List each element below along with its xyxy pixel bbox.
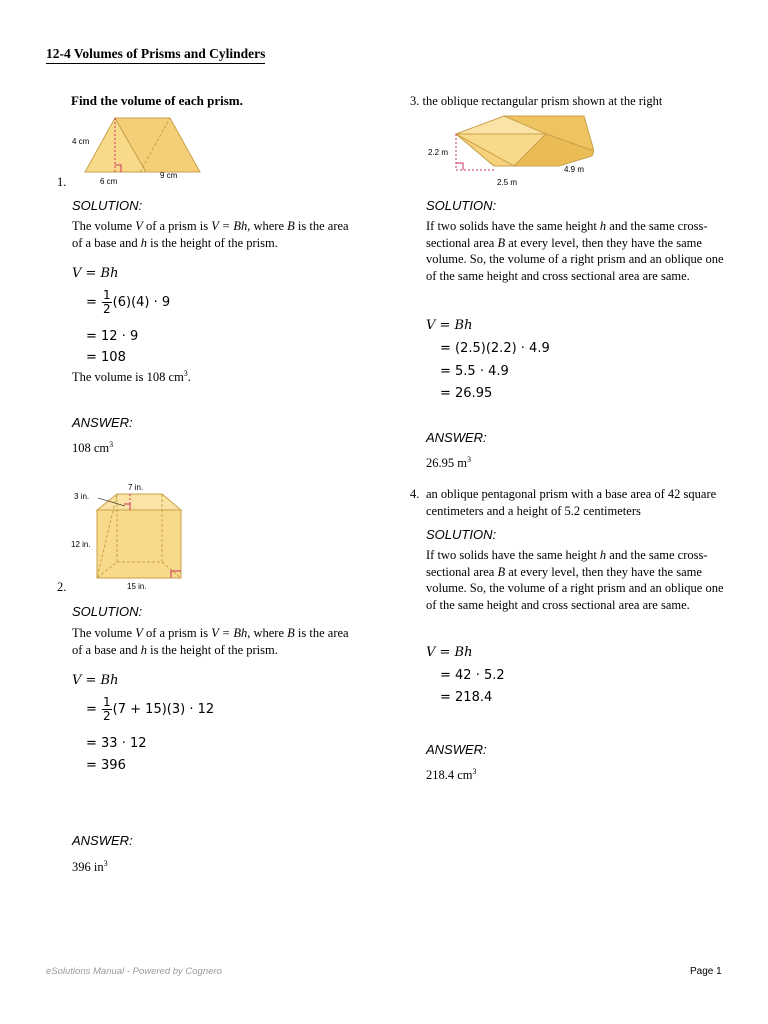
p2-step-3: = 33 · 12	[86, 736, 147, 751]
fig2-side-label: 3 in.	[74, 492, 90, 501]
problem-3-prompt: 3. the oblique rectangular prism shown at the right	[410, 94, 663, 108]
fig3-height-label: 2.2 m	[428, 148, 449, 157]
problem-3-text: If two solids have the same height h and the same cross-sectional area B at every level, then they have the same volume. So, the volume of a right prism and an oblique one of the same height and cross sectional area are same.	[426, 219, 724, 283]
problem-4-prompt: an oblique pentagonal prism with a base area of 42 square centimeters and a height of 5.2 centimeters	[426, 487, 717, 518]
problem-1-answer-label: ANSWER:	[72, 415, 133, 430]
p2-step-2: = $\frac{1}{2}$ (7 + 15)(3) · 12	[86, 695, 215, 723]
fig3-base-label: 2.5 m	[497, 178, 518, 187]
problem-3-answer: 26.95 $m^3$	[426, 454, 471, 470]
p2-step-4: = 396	[86, 758, 126, 773]
problem-2-answer: 396 $in^3$	[72, 858, 108, 874]
p3-step-3: = 5.5 · 4.9	[440, 364, 509, 379]
fig2-bottom-label: 15 in.	[127, 582, 147, 591]
p2-step-1: V = Bh	[72, 673, 119, 688]
fig1-length-label: 9 cm	[160, 171, 178, 180]
problem-4-solution-label: SOLUTION:	[426, 527, 497, 542]
problem-1-figure	[70, 110, 210, 190]
p3-step-2: = (2.5)(2.2) · 4.9	[440, 341, 550, 356]
p4-step-2: = 42 · 5.2	[440, 668, 505, 683]
p1-step-4: = 108	[86, 350, 126, 365]
problem-3-answer-label: ANSWER:	[426, 430, 487, 445]
fraction-half: $\frac{1}{2}$	[103, 288, 111, 316]
p4-step-3: = 218.4	[440, 690, 493, 705]
problem-2-solution-label: SOLUTION:	[72, 604, 143, 619]
problem-1-solution-label: SOLUTION:	[72, 198, 143, 213]
problem-4-number: 4.	[410, 487, 420, 501]
problem-1-answer: 108 $cm^3$	[72, 439, 114, 455]
p4-step-1: V = Bh	[426, 645, 473, 660]
footer-source: eSolutions Manual - Powered by Cognero	[46, 966, 222, 977]
problem-4-text: If two solids have the same height h and the same cross-sectional area B at every level, then they have the same volume. So, the volume of a right prism and an oblique one of the same height and cross sectional area are same.	[426, 548, 724, 612]
p3-step-4: = 26.95	[440, 386, 493, 401]
problem-2-figure	[68, 478, 198, 594]
problem-2-text: The volume V of a prism is V = Bh, where B is the area of a base and h is the height of the prism.	[72, 626, 349, 657]
problem-3-figure	[424, 106, 594, 188]
problem-2-number: 2.	[57, 580, 67, 594]
page-title: 12-4 Volumes of Prisms and Cylinders	[46, 46, 265, 64]
fig3-depth-label: 4.9 m	[564, 165, 585, 174]
fig1-height-label: 4 cm	[72, 137, 90, 146]
fig2-top-label: 7 in.	[128, 483, 144, 492]
problem-2-answer-label: ANSWER:	[72, 833, 133, 848]
fraction-half: $\frac{1}{2}$	[103, 695, 111, 723]
problem-4-answer: 218.4 $cm^3$	[426, 766, 477, 782]
p1-step-1: V = Bh	[72, 266, 119, 281]
p1-step-3: = 12 · 9	[86, 329, 139, 344]
problem-1-number: 1.	[57, 175, 67, 189]
footer-page-number: Page 1	[690, 966, 722, 977]
problem-1-result: The volume is 108 $cm^3$.	[72, 368, 191, 384]
problem-1-text: The volume V of a prism is V = Bh, where B is the area of a base and h is the height of the prism.	[72, 219, 349, 250]
problem-3-solution-label: SOLUTION:	[426, 198, 497, 213]
triangular-prism-figure	[70, 110, 210, 190]
problem-4-answer-label: ANSWER:	[426, 742, 487, 757]
p3-step-1: V = Bh	[426, 318, 473, 333]
trapezoid-prism-figure	[68, 478, 198, 594]
p1-step-2: = $\frac{1}{2}$ (6)(4) · 9	[86, 288, 171, 316]
fig1-base-label: 6 cm	[100, 177, 118, 186]
fig2-height-label: 12 in.	[71, 540, 91, 549]
oblique-rectangular-prism-figure	[424, 106, 594, 188]
instruction: Find the volume of each prism.	[71, 93, 243, 108]
